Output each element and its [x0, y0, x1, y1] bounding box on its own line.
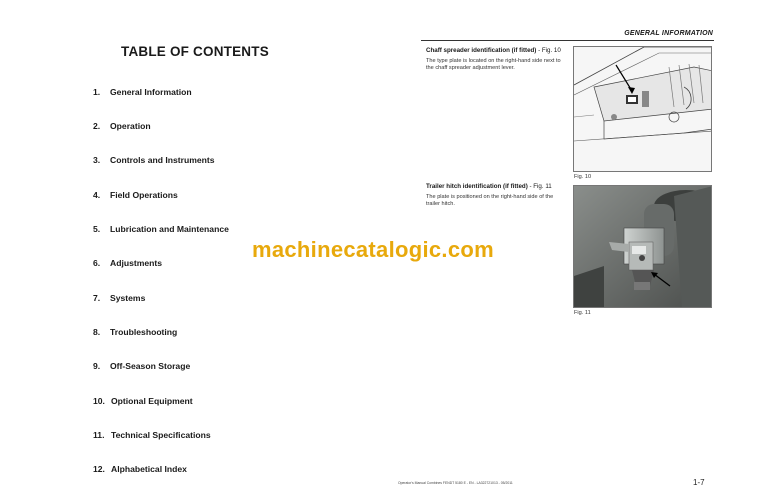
toc-item[interactable] [93, 87, 192, 97]
section-heading [426, 47, 566, 55]
toc-item[interactable] [93, 464, 187, 474]
toc-item[interactable] [93, 361, 190, 371]
toc-item[interactable] [93, 430, 211, 440]
toc-item-label: Field Operations [110, 190, 178, 200]
toc-item[interactable] [93, 258, 162, 268]
figure-11-image [573, 185, 712, 308]
section-body: The plate is positioned on the right-hand side of the trailer hitch. [426, 194, 554, 208]
toc-item-number: 1. [93, 87, 101, 97]
toc-item-number: 5. [93, 224, 101, 234]
toc-item[interactable] [93, 224, 229, 234]
trailer-hitch-photo [574, 186, 712, 308]
toc-item-label: Adjustments [110, 258, 163, 268]
toc-item-number: 8. [93, 327, 101, 337]
figure-11-caption: Fig. 11 [574, 310, 591, 316]
page-number: 1-7 [693, 478, 705, 487]
toc-item-number: 7. [93, 293, 101, 303]
toc-item-label: Technical Specifications [111, 430, 211, 440]
toc-item-number: 3. [93, 155, 101, 165]
toc-item-number: 9. [93, 361, 101, 371]
toc-item[interactable] [93, 396, 193, 406]
toc-item-label: Systems [110, 293, 146, 303]
toc-item-number: 2. [93, 121, 101, 131]
toc-item-label: Alphabetical Index [111, 464, 187, 474]
toc-item-label: General Information [110, 87, 192, 97]
toc-item-number: 11. [93, 430, 105, 440]
section-header-label: GENERAL INFORMATION [624, 30, 713, 37]
section-heading-title: Trailer hitch identification (if fitted) [426, 183, 528, 190]
toc-item-number: 12. [93, 464, 105, 474]
trailer-hitch-section [426, 183, 566, 209]
toc-item[interactable] [93, 155, 215, 165]
watermark-text: machinecatalogic.com [252, 237, 494, 262]
toc-item-number: 6. [93, 258, 101, 268]
toc-item[interactable] [93, 293, 145, 303]
section-heading [426, 183, 566, 191]
toc-item-label: Off-Season Storage [110, 361, 191, 371]
toc-item[interactable] [93, 190, 178, 200]
toc-item-number: 10. [93, 396, 105, 406]
footer-document-reference: Operator's Manual Combines FENDT 5180 E - EN - LA322721013 - 05/2011 [398, 481, 513, 485]
toc-item-label: Troubleshooting [110, 327, 178, 337]
chaff-spreader-illustration [574, 47, 712, 172]
section-heading-title: Chaff spreader identification (if fitted) [426, 47, 537, 54]
toc-item-label: Operation [110, 121, 151, 131]
toc-item[interactable] [93, 121, 151, 131]
chaff-spreader-section [426, 47, 566, 73]
toc-item-label: Optional Equipment [111, 396, 193, 406]
toc-item[interactable] [93, 327, 177, 337]
figure-10-image [573, 46, 712, 172]
section-body: The type plate is located on the right-hand side next to the chaff spreader adjustment lever. [426, 58, 561, 72]
header-divider [421, 40, 714, 41]
toc-item-label: Controls and Instruments [110, 155, 215, 165]
toc-item-number: 4. [93, 190, 101, 200]
toc-item-label: Lubrication and Maintenance [110, 224, 229, 234]
figure-reference: - Fig. 11 [529, 183, 552, 190]
figure-10-caption: Fig. 10 [574, 174, 592, 180]
toc-title: TABLE OF CONTENTS [121, 44, 269, 59]
figure-reference: - Fig. 10 [538, 47, 561, 54]
